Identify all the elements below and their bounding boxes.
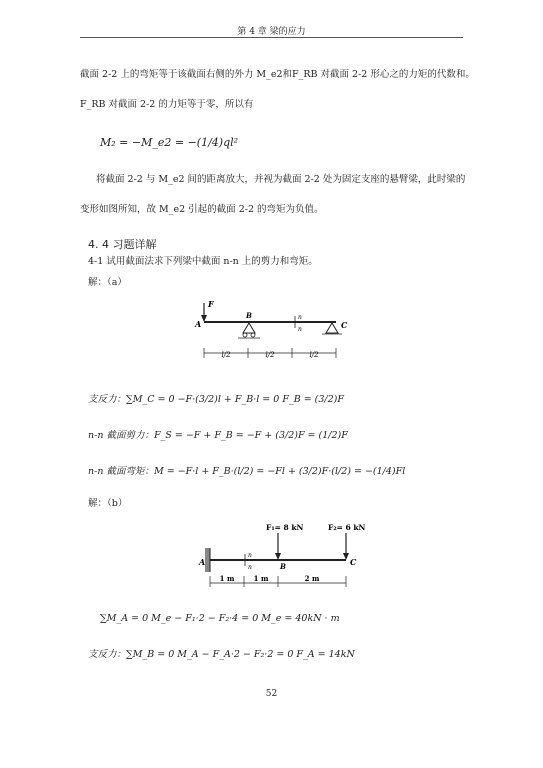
roller-b-1	[243, 333, 247, 337]
fixed-wall-a	[205, 548, 210, 572]
dim-label-b-2: 1 m	[253, 574, 269, 583]
load-label-f1: F₁= 8 kN	[266, 523, 304, 532]
pin-support-b	[243, 323, 255, 333]
equation-a-shear: n-n 截面剪力：F_S = −F + F_B = −F + (3/2)F = (1/2)F	[88, 430, 348, 441]
section-label-a-top: n	[298, 314, 302, 321]
point-label-b: B	[246, 311, 252, 320]
equation-b-moment: ∑M_A = 0 M_e − F₁·2 − F₂·4 = 0 M_e = 40kN · m	[100, 613, 340, 624]
roller-b-2	[251, 333, 255, 337]
load-arrowhead-f1	[275, 553, 281, 560]
load-label-f: F	[208, 299, 214, 309]
point-label-b-b: B	[280, 562, 286, 571]
section-label-b-top: n	[248, 552, 252, 559]
load-label-f2: F₂= 6 kN	[328, 523, 366, 532]
point-label-a: A	[195, 319, 202, 329]
section-label-a-bot: n	[298, 326, 302, 333]
equation-b-reaction: 支反力：∑M_B = 0 M_A − F_A·2 − F₂·2 = 0 F_A = 14kN	[88, 649, 355, 660]
problem-statement: 4-1 试用截面法求下列梁中截面 n-n 上的剪力和弯矩。	[88, 256, 318, 267]
point-label-c: C	[341, 320, 348, 330]
equation-m2: M₂ = −M_e2 = −(1/4)ql²	[100, 136, 239, 149]
load-arrowhead-f2	[343, 553, 349, 560]
equation-a-moment: n-n 截面弯矩：M = −F·l + F_B·(l/2) = −Fl + (3/2)F·(l/2) = −(1/4)Fl	[88, 466, 406, 477]
page-number: 52	[265, 689, 278, 699]
header-rule	[80, 37, 463, 38]
dim-label-a-1: l/2	[221, 351, 231, 359]
dim-label-a-2: l/2	[265, 351, 275, 359]
dim-label-b-3: 2 m	[304, 574, 320, 583]
part-a-label: 解：（a）	[88, 277, 127, 288]
body-line-3: 将截面 2-2 与 M_e2 间的距离放大，并视为截面 2-2 处为固定支座的悬臂梁，此时梁的	[96, 174, 466, 185]
beam-figure-b	[196, 520, 368, 592]
body-line-4: 变形如图所知，故 M_e2 引起的截面 2-2 的弯矩为负值。	[80, 204, 324, 215]
dim-label-b-1: 1 m	[219, 574, 235, 583]
point-label-b-a: A	[199, 557, 206, 567]
section-label-b-bot: n	[248, 564, 252, 571]
body-line-1: 截面 2-2 上的弯矩等于该截面右侧的外力 M_e2和F_RB 对截面 2-2 形心之的力矩的代数和。	[80, 69, 475, 80]
equation-a-reaction: 支反力：∑M_C = 0 −F·(3/2)l + F_B·l = 0 F_B = (3/2)F	[88, 394, 344, 405]
section-title: 4. 4 习题详解	[88, 238, 157, 251]
point-label-b-c: C	[350, 557, 357, 567]
running-header: 第 4 章 梁的应力	[237, 27, 306, 37]
dim-label-a-3: l/2	[309, 351, 319, 359]
body-line-2: F_RB 对截面 2-2 的力矩等于零，所以有	[80, 99, 254, 110]
beam-figure-a	[190, 297, 360, 372]
part-b-label: 解：（b）	[88, 498, 128, 509]
pin-support-c	[326, 323, 338, 333]
load-arrowhead-f	[201, 315, 207, 322]
